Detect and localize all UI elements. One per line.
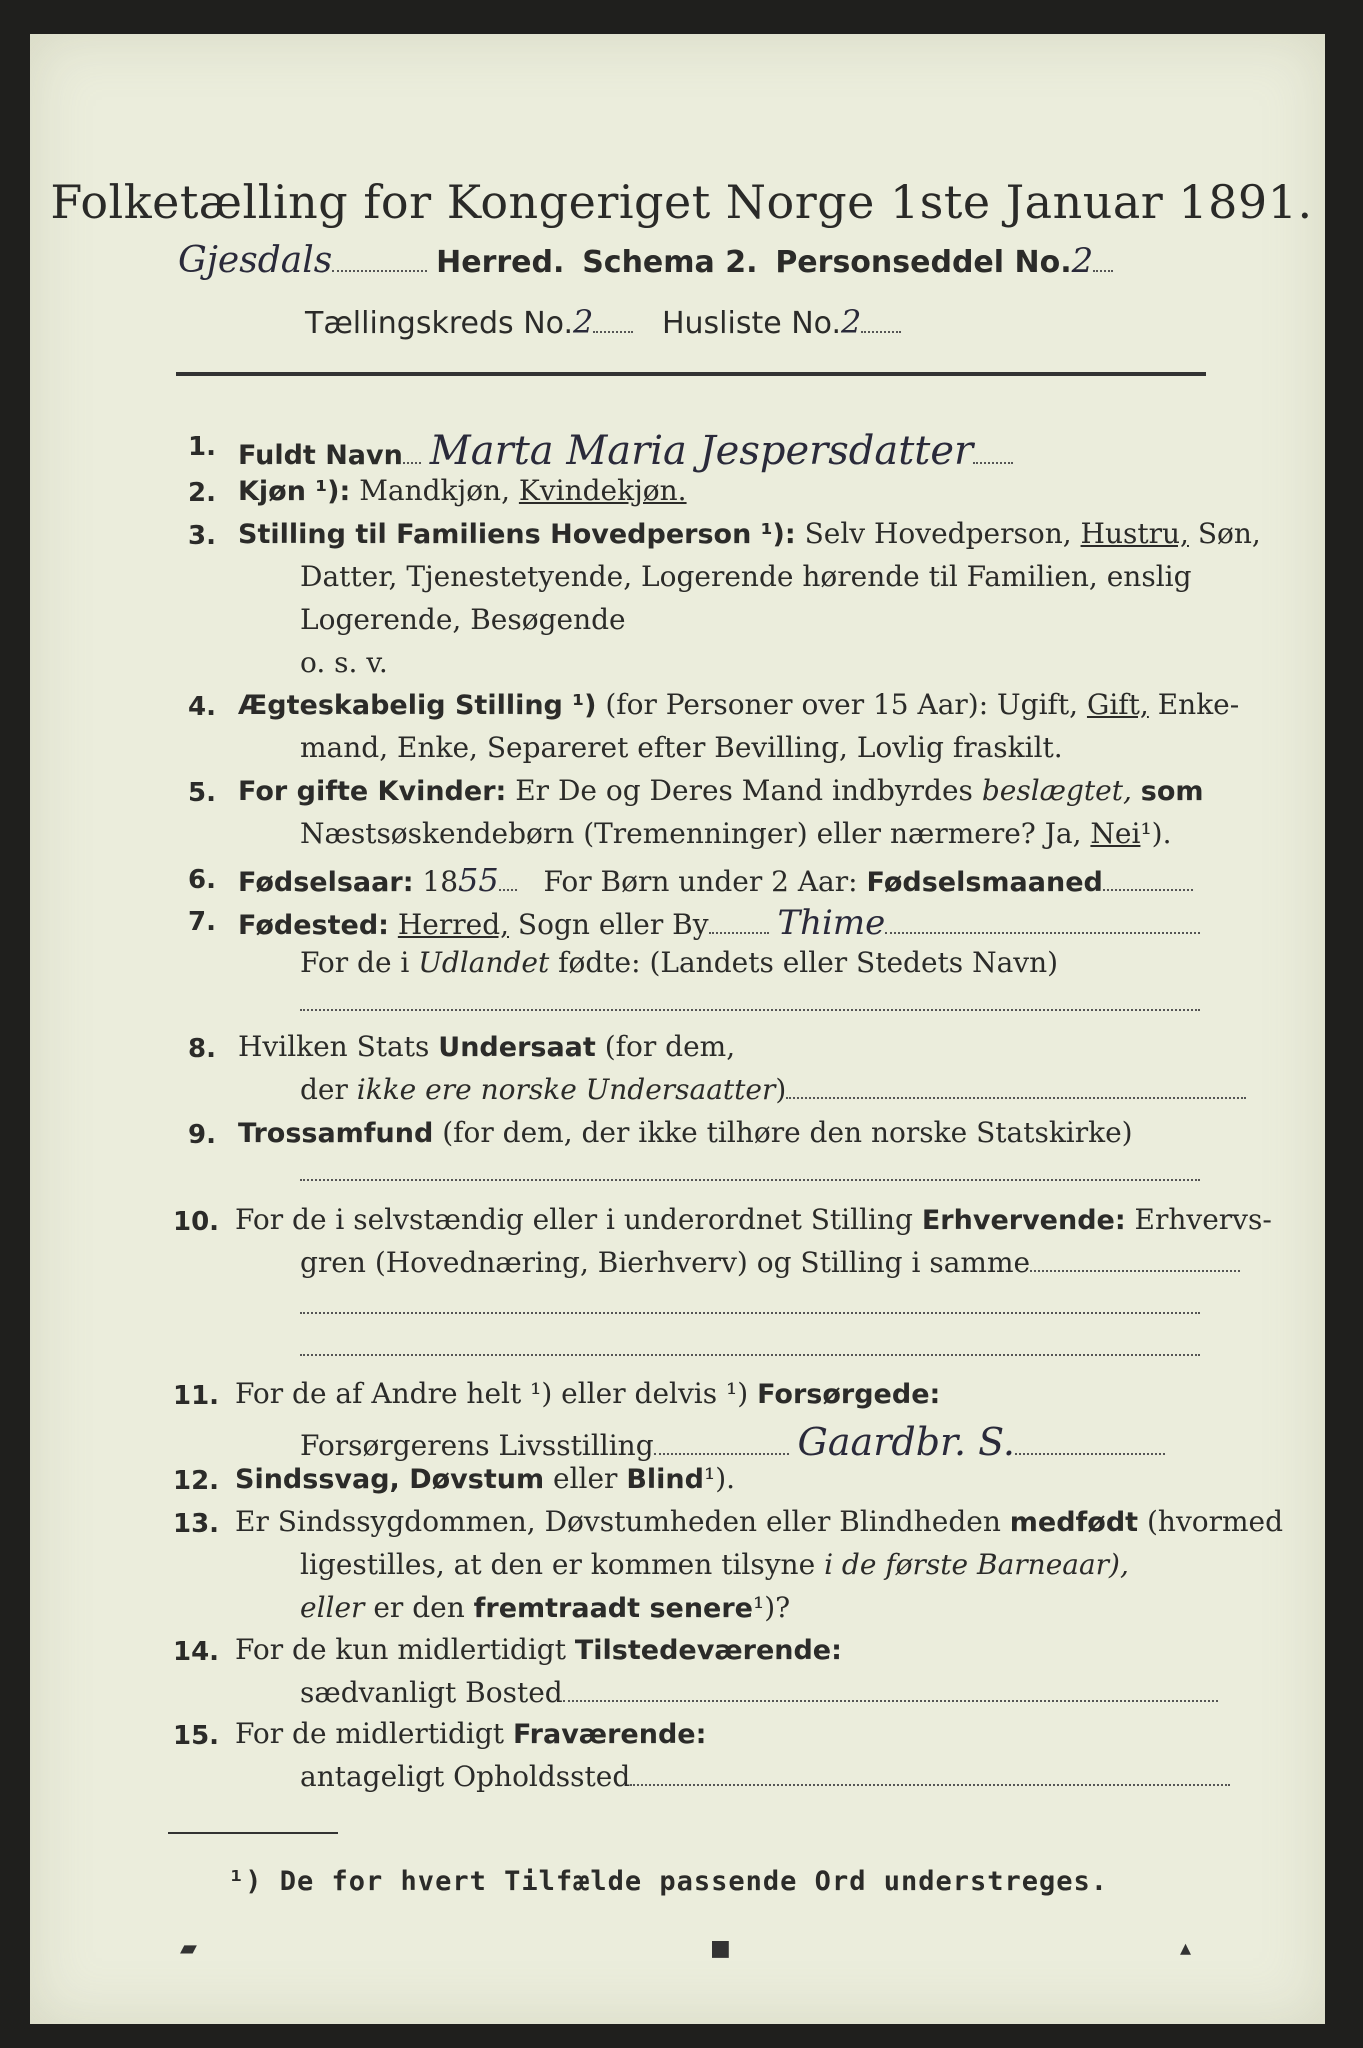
item-number-13: 13. bbox=[173, 1509, 220, 1539]
congenital-label: medfødt bbox=[1009, 1507, 1139, 1538]
item-number-12: 12. bbox=[173, 1466, 220, 1496]
herred-label: Herred. bbox=[436, 245, 565, 280]
item-number-3: 3. bbox=[188, 521, 216, 551]
corner-mark-right: ▴ bbox=[1180, 1936, 1192, 1961]
item-number-9: 9. bbox=[188, 1120, 216, 1150]
herred-name-handwritten: Gjesdals bbox=[178, 240, 333, 281]
birth-month-label: Fødselsmaaned bbox=[866, 867, 1103, 898]
item-number-11: 11. bbox=[173, 1381, 220, 1411]
birthplace-options: Sogn eller By bbox=[517, 908, 709, 941]
occupation-prefix: For de i selvstændig eller i underordnet Stilling bbox=[235, 1203, 913, 1236]
header-divider bbox=[176, 372, 1206, 376]
item-10-line-1 bbox=[235, 1203, 1272, 1236]
congenital-eller: eller bbox=[300, 1591, 365, 1624]
marital-enke-part: Enke- bbox=[1157, 688, 1240, 721]
item-8-line-1 bbox=[238, 1030, 735, 1063]
birthplace-value: Thime bbox=[777, 903, 886, 943]
temp-absent-label: Fraværende: bbox=[512, 1719, 707, 1750]
item-number-1: 1. bbox=[188, 432, 216, 462]
full-name-value: Marta Maria Jespersdatter bbox=[429, 428, 974, 474]
full-name-label: Fuldt Navn bbox=[238, 440, 403, 471]
under-2-text: For Børn under 2 Aar: bbox=[543, 865, 858, 898]
birth-year-label: Fødselsaar: bbox=[238, 867, 414, 898]
item-11-line-2 bbox=[300, 1420, 1165, 1464]
family-position-hustru: Hustru, bbox=[1080, 517, 1189, 550]
item-number-2: 2. bbox=[188, 478, 216, 508]
item-5-line-1 bbox=[238, 774, 1204, 807]
schema-label: Schema 2. bbox=[582, 245, 758, 280]
birth-year-prefix: 18 bbox=[422, 865, 459, 898]
marital-options: (for Personer over 15 Aar): Ugift, bbox=[605, 688, 1079, 721]
item-4-line-1 bbox=[238, 688, 1239, 721]
gender-label: Kjøn ¹): bbox=[238, 476, 351, 507]
occupation-label: Erhvervende: bbox=[921, 1205, 1126, 1236]
item-7-line-1 bbox=[238, 903, 1200, 943]
item-10-line-2 bbox=[300, 1246, 1240, 1279]
citizenship-suffix: (for dem, bbox=[604, 1030, 736, 1063]
temp-present-prefix: For de kun midlertidigt bbox=[235, 1633, 566, 1666]
provider-value: Gaardbr. S. bbox=[797, 1420, 1015, 1464]
congenital-end: ¹)? bbox=[753, 1591, 791, 1624]
item-9-line-1 bbox=[238, 1116, 1133, 1149]
citizenship-prefix: Hvilken Stats bbox=[238, 1030, 430, 1063]
item-13-line-2 bbox=[300, 1548, 1129, 1581]
disability-label: Sindssvag, Døvstum bbox=[235, 1464, 545, 1495]
related-word: beslægtet, bbox=[981, 774, 1132, 807]
religion-label: Trossamfund bbox=[238, 1118, 434, 1149]
marital-status-label: Ægteskabelig Stilling ¹) bbox=[238, 690, 597, 721]
probable-stay-label: antageligt Opholdssted bbox=[300, 1760, 631, 1793]
family-position-label: Stilling til Familiens Hovedperson ¹): bbox=[238, 519, 796, 550]
gender-female-option: Kvindekjøn. bbox=[518, 474, 687, 507]
usual-residence-label: sædvanligt Bosted bbox=[300, 1676, 563, 1709]
item-5-line-2 bbox=[300, 817, 1172, 850]
married-women-text: Er De og Deres Mand indbyrdes bbox=[515, 774, 973, 807]
congenital-er-den: er den bbox=[373, 1591, 465, 1624]
item-2-gender bbox=[238, 474, 687, 507]
temp-present-label: Tilstedeværende: bbox=[574, 1635, 842, 1666]
tellingskreds-number: 2 bbox=[573, 303, 594, 341]
item-3-line-4: o. s. v. bbox=[300, 646, 388, 679]
som-word: som bbox=[1140, 776, 1204, 807]
item-7-line-3 bbox=[300, 985, 1200, 1018]
center-mark: ■ bbox=[710, 1936, 731, 1961]
provider-label: Forsørgerens Livsstilling bbox=[300, 1429, 654, 1462]
item-13-line-1 bbox=[235, 1505, 1283, 1538]
occupation-erhvervs: Erhvervs- bbox=[1134, 1203, 1272, 1236]
citizenship-der: der bbox=[300, 1073, 348, 1106]
item-3-line-1 bbox=[238, 517, 1261, 550]
supported-prefix: For de af Andre helt ¹) eller delvis ¹) bbox=[235, 1377, 749, 1410]
item-number-5: 5. bbox=[188, 778, 216, 808]
item-11-line-1 bbox=[235, 1377, 940, 1410]
birthplace-herred: Herred, bbox=[397, 908, 510, 941]
item-1-full-name bbox=[238, 428, 1013, 474]
item-15-line-2 bbox=[300, 1760, 1230, 1793]
disability-end: ¹). bbox=[703, 1462, 736, 1495]
item-3-line-3: Logerende, Besøgende bbox=[300, 603, 626, 636]
item-3-line-2: Datter, Tjenestetyende, Logerende hørende til Familien, enslig bbox=[300, 560, 1192, 593]
item-9-line-2 bbox=[300, 1155, 1200, 1188]
gender-male-option: Mandkjøn, bbox=[359, 474, 510, 507]
corner-mark-left: ▰ bbox=[180, 1936, 197, 1961]
item-number-10: 10. bbox=[173, 1207, 220, 1237]
herred-line bbox=[178, 240, 1113, 281]
congenital-childhood: i de første Barneaar), bbox=[824, 1548, 1129, 1581]
husliste-label: Husliste No. bbox=[661, 306, 842, 341]
personseddel-number: 2 bbox=[1071, 241, 1094, 281]
item-number-4: 4. bbox=[188, 692, 216, 722]
religion-text: (for dem, der ikke tilhøre den norske Statskirke) bbox=[442, 1116, 1133, 1149]
occupation-branch: gren (Hovednæring, Bierhverv) og Stilling i samme bbox=[300, 1246, 1031, 1279]
item-number-7: 7. bbox=[188, 907, 216, 937]
citizenship-note: ikke ere norske Undersaatter bbox=[356, 1073, 776, 1106]
item-8-line-2: der ikke ere norske Undersaatter) bbox=[300, 1073, 1246, 1106]
item-15-line-1 bbox=[235, 1717, 706, 1750]
item-number-6: 6. bbox=[188, 865, 216, 895]
congenital-prefix: Er Sindssygdommen, Døvstumheden eller Blindheden bbox=[235, 1505, 1001, 1538]
footnote-divider bbox=[168, 1832, 338, 1834]
congenital-suffix: (hvormed bbox=[1146, 1505, 1284, 1538]
item-7-line-2 bbox=[300, 946, 1058, 979]
married-women-label: For gifte Kvinder: bbox=[238, 776, 507, 807]
item-number-14: 14. bbox=[173, 1637, 220, 1667]
item-14-line-2 bbox=[300, 1676, 1218, 1709]
cousin-question: Næstsøskendebørn (Tremenninger) eller nærmere? Ja, bbox=[300, 817, 1082, 850]
abroad-text: fødte: (Landets eller Stedets Navn) bbox=[558, 946, 1059, 979]
birthplace-label: Fødested: bbox=[238, 910, 389, 941]
answer-nei: Nei bbox=[1090, 817, 1141, 850]
temp-absent-prefix: For de midlertidigt bbox=[235, 1717, 505, 1750]
marital-gift: Gift, bbox=[1086, 688, 1149, 721]
personseddel-label: Personseddel No. bbox=[775, 245, 1072, 280]
family-position-son: Søn, bbox=[1197, 517, 1261, 550]
form-title: Folketælling for Kongeriget Norge 1ste Januar 1891. bbox=[50, 175, 1313, 229]
disability-eller: eller bbox=[553, 1462, 618, 1495]
footnote-ref: ¹). bbox=[1140, 817, 1172, 850]
tellingskreds-label: Tællingskreds No. bbox=[305, 306, 573, 341]
abroad-prefix: For de i bbox=[300, 946, 410, 979]
item-10-line-3 bbox=[300, 1288, 1200, 1321]
family-position-options: Selv Hovedperson, bbox=[804, 517, 1072, 550]
citizenship-label: Undersaat bbox=[438, 1032, 596, 1063]
item-4-line-2: mand, Enke, Separeret efter Bevilling, Lovlig fraskilt. bbox=[300, 731, 1063, 764]
husliste-number: 2 bbox=[841, 303, 862, 341]
tellingskreds-line bbox=[305, 303, 901, 341]
item-10-line-4 bbox=[300, 1330, 1200, 1363]
supported-label: Forsørgede: bbox=[757, 1379, 941, 1410]
abroad-word: Udlandet bbox=[418, 946, 550, 979]
disability-blind: Blind bbox=[626, 1464, 704, 1495]
congenital-line2: ligestilles, at den er kommen tilsyne bbox=[300, 1548, 816, 1581]
birth-year-value: 55 bbox=[458, 861, 499, 899]
item-number-8: 8. bbox=[188, 1034, 216, 1064]
item-14-line-1 bbox=[235, 1633, 842, 1666]
footnote: ¹) De for hvert Tilfælde passende Ord understreges. bbox=[228, 1866, 1109, 1897]
item-number-15: 15. bbox=[173, 1721, 220, 1751]
congenital-later: fremtraadt senere bbox=[473, 1593, 753, 1624]
item-12-line bbox=[235, 1462, 735, 1495]
item-6-birth-year bbox=[238, 861, 1193, 899]
item-13-line-3 bbox=[300, 1591, 790, 1624]
